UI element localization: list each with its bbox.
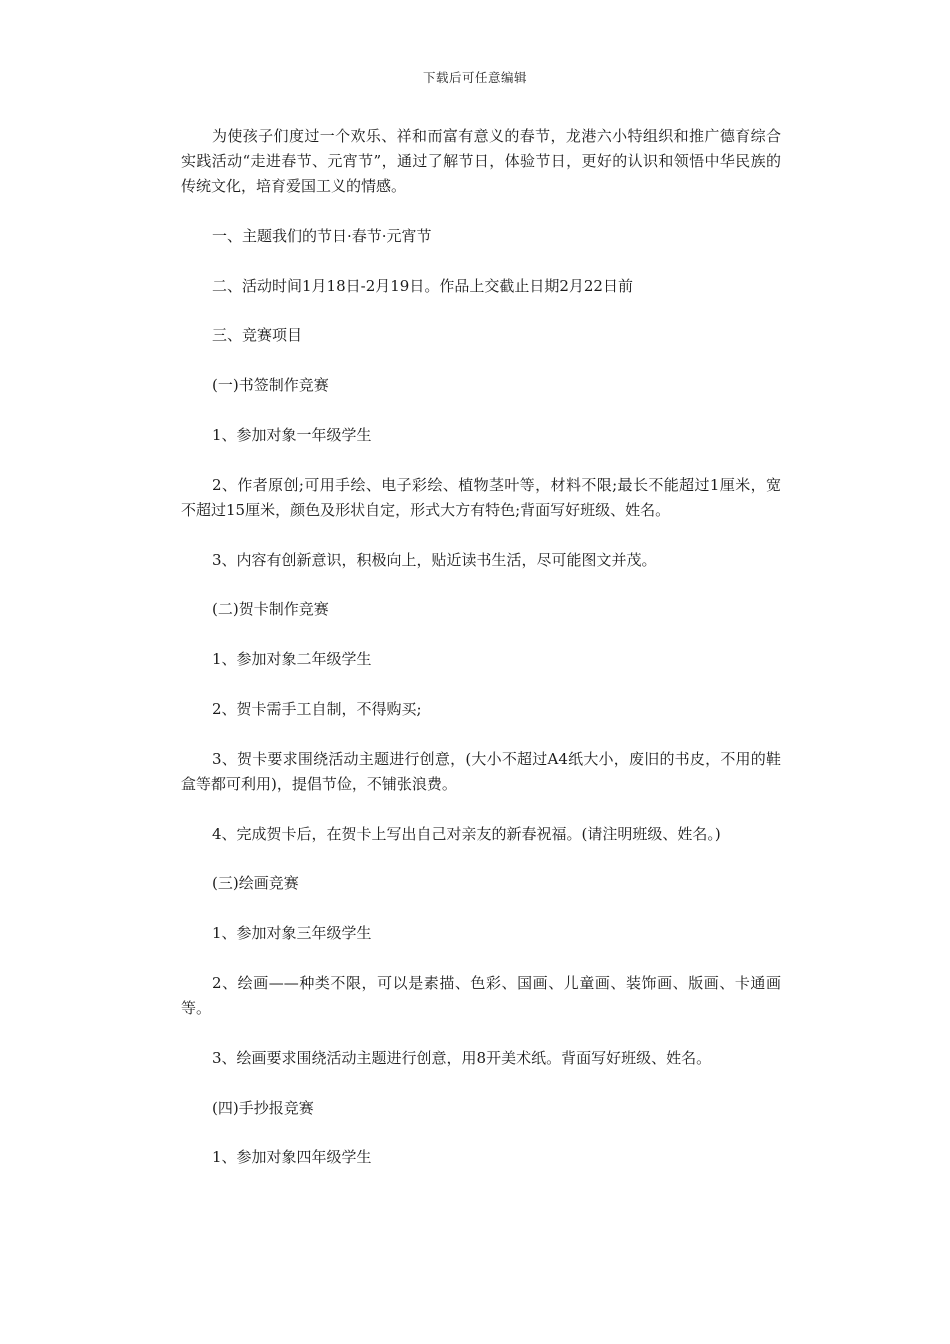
card-item-2: 2、贺卡需手工自制，不得购买;: [212, 699, 422, 718]
card-item-1: 1、参加对象二年级学生: [212, 650, 372, 669]
bookmark-item-3: 3、内容有创新意识，积极向上，贴近读书生活，尽可能图文并茂。: [212, 550, 657, 569]
document-body: [181, 124, 781, 1195]
painting-item-2: 2、绘画——种类不限，可以是素描、色彩、国画、儿童画、装饰画、版画、卡通画等。: [181, 973, 781, 1017]
painting-item-3: 3、绘画要求围绕活动主题进行创意，用8开美术纸。背面写好班级、姓名。: [212, 1048, 712, 1067]
painting-item-1: 1、参加对象三年级学生: [212, 924, 372, 943]
subsection-handwritten-newspaper: (四)手抄报竞赛: [212, 1098, 314, 1117]
bookmark-item-2: 2、作者原创;可用手绘、电子彩绘、植物茎叶等，材料不限;最长不能超过1厘米，宽不超过15厘米，颜色及形状自定，形式大方有特色;背面写好班级、姓名。: [181, 475, 781, 519]
subsection-painting: (三)绘画竞赛: [212, 874, 299, 893]
section-theme: 一、主题我们的节日·春节·元宵节: [212, 226, 432, 245]
bookmark-item-1: 1、参加对象一年级学生: [212, 425, 372, 444]
intro-paragraph: 为使孩子们度过一个欢乐、祥和而富有意义的春节，龙港六小特组织和推广德育综合实践活动“走进春节、元宵节”，通过了解节日，体验节日，更好的认识和领悟中华民族的传统文化，培育爱国工义的情感。: [181, 127, 781, 195]
card-item-3: 3、贺卡要求围绕活动主题进行创意，(大小不超过A4纸大小，废旧的书皮，不用的鞋盒等都可利用)，提倡节俭，不铺张浪费。: [181, 749, 781, 793]
header-note: 下载后可任意编辑: [422, 70, 527, 85]
section-competition: 三、竞赛项目: [212, 326, 303, 345]
section-time: 二、活动时间1月18日-2月19日。作品上交截止日期2月22日前: [212, 276, 633, 295]
subsection-greeting-card: (二)贺卡制作竞赛: [212, 600, 329, 619]
newspaper-item-1: 1、参加对象四年级学生: [212, 1148, 372, 1167]
subsection-bookmark: (一)书签制作竞赛: [212, 376, 329, 395]
card-item-4: 4、完成贺卡后，在贺卡上写出自己对亲友的新春祝福。(请注明班级、姓名。): [212, 824, 721, 843]
